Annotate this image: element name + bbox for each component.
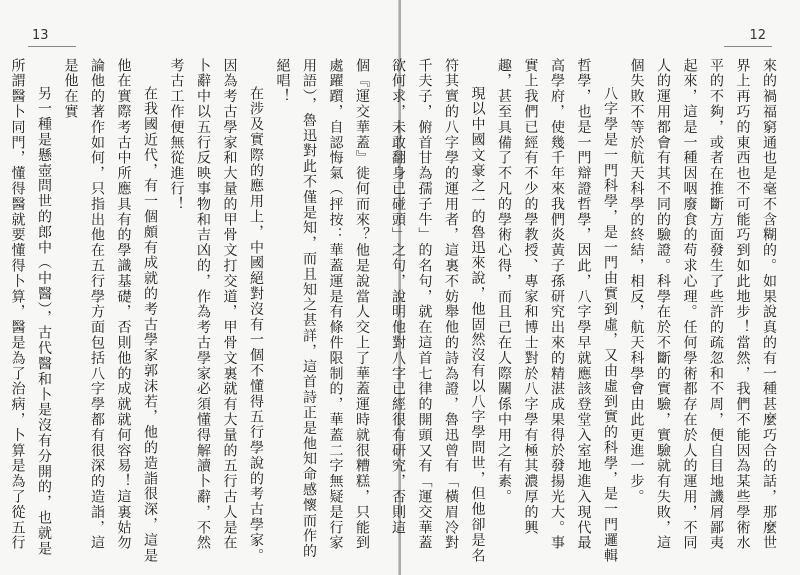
- left-page-text: [9, 58, 375, 564]
- right-page-number: 12: [749, 28, 766, 43]
- left-paragraph-2: 在涉及實際的應用上，中國絕對沒有一個不懂得五行學說的考古學家。因為考古學家和大量的甲骨文打交道，甲骨文裏就有大量的五行古人是在卜辭中以五行反映事物和吉凶的，作為考古學家必須懂得解讀卜辭，不然考古工作便無從進行！: [168, 58, 264, 564]
- right-paragraph-1: 來的禍福窮通也是毫不含糊的。如果說真的有一種甚麼巧合的話，那麼世界上再巧的東西也不可能巧到如此地步！當然，我們不能因為某些學術水平的不夠，或者在推斷方面發生了些許的疏忽和不周，便自目地譏屑鄙夷起來，這是一種因咽廢食的苟求心理。任何學術都存在於人的運用，不同人的運用都會有其不同的驗證。科學在於不斷的實驗，實驗就有失敗，這個失敗不等於航天科學的終結，相反，航天科學會由此更進一步。: [628, 58, 777, 551]
- left-page: [0, 0, 399, 575]
- right-header-rule: [724, 46, 772, 47]
- left-header-rule: [28, 46, 76, 47]
- right-paragraph-3: 現以中國文豪之一的魯迅來說，他固然沒有以八字學問世，但他卻是名符其實的八字學的運用者，這裏不妨舉他的詩為證，魯迅曾有「橫眉冷對千夫子，俯首甘為孺子牛」的名句，就在這首七律的開頭又有「運交華蓋欲何求，未敢翻身已碰頭」之句，說明他對八字已經很有研究，否則這: [390, 58, 486, 564]
- left-page-number: 13: [32, 28, 49, 43]
- right-page-text: [390, 58, 782, 564]
- left-paragraph-4: 另一種是懸壺問世的郎中（中醫），古代醫和卜是沒有分開的，也就是所謂醫卜同門，懂得醫就要懂得卜算，醫是為了治病，卜算是為了從五行: [9, 58, 52, 557]
- right-paragraph-2: 八字學是一門科學，是一門由實到虛，又由虛到實的科學，是一門邏輯哲學，也是一門辯證哲學，因此，八字學早就應該登堂入室地進入現代最高學府，使幾千年來我們炎黃子孫研究出來的精湛成果得於發揚光大。事實上我們已經有不少的學教授、專家和博士對於八字學有極其濃厚的興趣，甚至具備了不凡的學術心得，而且已在人際關係中用之有素。: [496, 58, 618, 564]
- left-paragraph-1: 個『運交華蓋』徙何而來？他是說當人交上了華蓋運時就很糟糕，只能到處躍躓，自認悔氣（抨按：華蓋運是有條件限制的，華蓋二字無疑是行家用語），魯迅對此不僅是知，而且知之甚詳，這首詩正是他知命感懷而作的絕唱！: [274, 58, 370, 560]
- right-page: [390, 0, 800, 575]
- left-paragraph-3: 在我國近代，有一個頗有成就的考古學家郭沫若，他的造詣很深，這是他在實際考古中所應具有的學識基礎，否則他的成就就何容易！這裏姑勿論他的著作如何，只指出他在五行學方面包括八字學都有很深的造詣，這是他在實: [62, 58, 158, 564]
